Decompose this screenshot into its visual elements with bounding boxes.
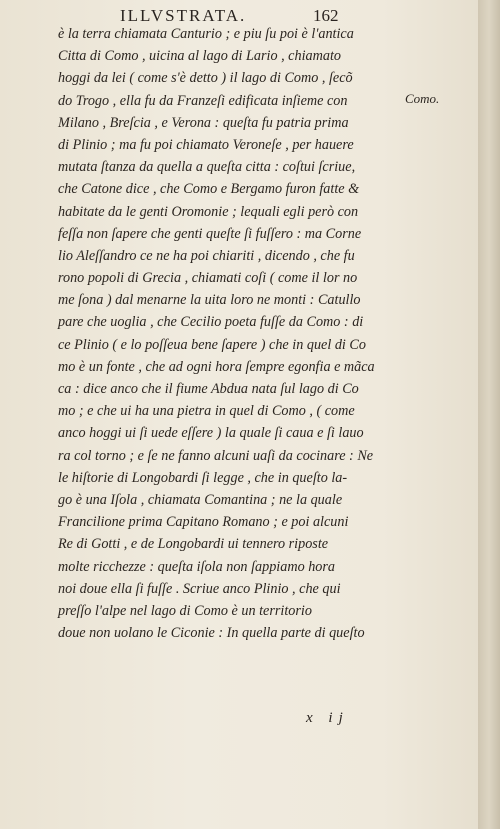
text-line: mutata ſtanza da quella a queſta citta : coſtui ſcriue, (58, 159, 356, 176)
text-line: feſſa non ſapere che genti queſte ſi fuſſero : ma Corne (58, 225, 362, 242)
page-number: 162 (313, 6, 339, 25)
body-text (58, 23, 398, 644)
margin-note: Como. (405, 91, 440, 106)
text-line: è la terra chiamata Canturio ; e piu ſu poi è l'antica (58, 26, 354, 42)
text-line: lio Aleſſandro ce ne ha poi chiariti , dicendo , che fu (58, 247, 355, 264)
text-line: ca : dice anco che il fiume Abdua nata ſul lago di Co (58, 381, 359, 397)
signature-mark: x ij (306, 710, 349, 726)
running-head-title: ILLVSTRATA. (120, 6, 247, 25)
text-line: doue non uolano le Ciconie : In quella parte di queſto (58, 625, 365, 642)
text-line: mo ; e che ui ha una pietra in quel di Como , ( come (58, 403, 355, 420)
text-line: do Trogo , ella fu da Franzeſi edificata inſieme con (58, 92, 348, 109)
text-line: hoggi da lei ( come s'è detto ) il lago di Como , ſecõ (58, 70, 353, 87)
text-line: ce Plinio ( e lo poſſeua bene ſapere ) che in quel di Co (58, 336, 366, 353)
text-line: le hiſtorie di Longobardi ſi legge , che in queſto la- (58, 469, 348, 486)
text-line: ra col torno ; e ſe ne fanno alcuni uaſi da cocinare : Ne (58, 447, 374, 464)
text-line: me ſona ) dal menarne la uita loro ne monti : Catullo (58, 292, 361, 309)
text-line: pare che uoglia , che Cecilio poeta fuſſe da Como : di (58, 314, 364, 331)
text-line: di Plinio ; ma fu poi chiamato Veroneſe , per hauere (58, 136, 354, 153)
text-line: habitate da le genti Oromonie ; lequali egli però con (58, 203, 359, 220)
text-line: rono popoli di Grecia , chiamati coſi ( come il lor no (58, 270, 358, 287)
text-line: che Catone dice , che Como e Bergamo furon fatte & (58, 181, 360, 198)
text-line: mo è un fonte , che ad ogni hora ſempre egonfia e mãca (58, 358, 375, 375)
text-line: noi doue ella ſi fuſſe . Scriue anco Plinio , che qui (58, 580, 341, 597)
text-line: Milano , Breſcia , e Verona : queſta fu patria prima (58, 114, 349, 131)
text-line: Francilione prima Capitano Romano ; e poi alcuni (58, 514, 349, 531)
text-line: preſſo l'alpe nel lago di Como è un territorio (58, 602, 312, 619)
page-edge (478, 0, 500, 829)
text-line: Re di Gotti , e de Longobardi ui tennero riposte (58, 536, 329, 553)
text-line: molte ricchezze : queſta iſola non ſappiamo hora (58, 558, 336, 575)
text-line: go è una Iſola , chiamata Comantina ; ne la quale (58, 491, 343, 508)
text-line: anco hoggi ui ſi uede eſſere ) la quale ſi caua e ſi lauo (58, 425, 364, 442)
text-line: Citta di Como , uicina al lago di Lario , chiamato (58, 48, 341, 65)
